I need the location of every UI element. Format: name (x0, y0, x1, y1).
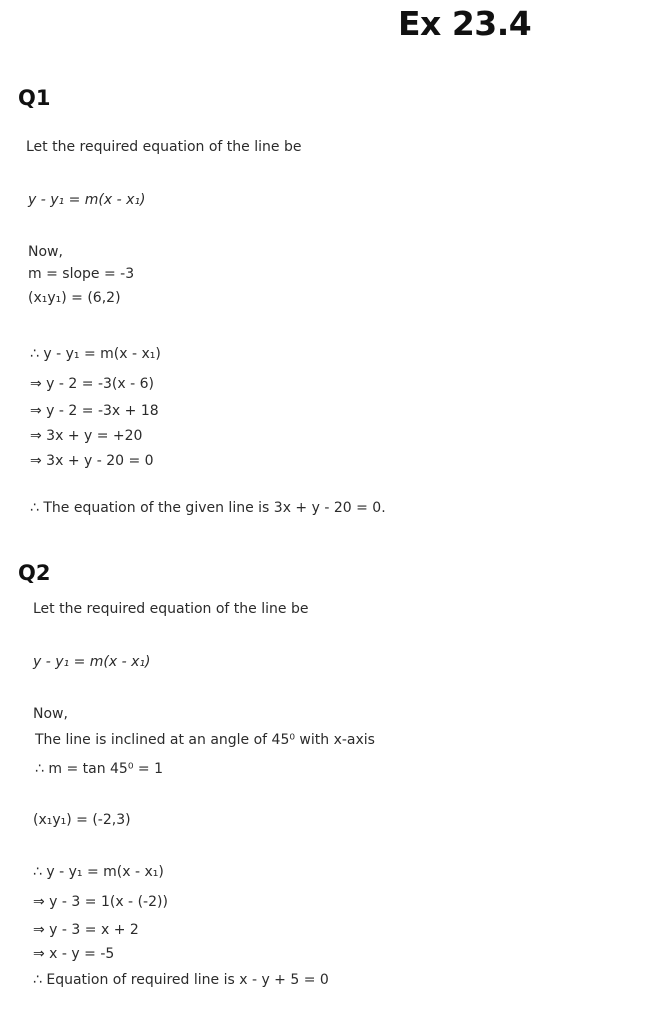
q2-line-5: ∴ m = tan 45⁰ = 1 (35, 761, 163, 777)
q2-line-6: (x₁y₁) = (-2,3) (33, 812, 131, 828)
q2-line-8: ⇒ y - 3 = 1(x - (-2)) (33, 894, 168, 910)
q2-line-4: The line is inclined at an angle of 45⁰ with x-axis (35, 732, 375, 748)
q1-line-9: ⇒ 3x + y = +20 (30, 428, 143, 444)
q1-line-1: Let the required equation of the line be (26, 139, 302, 155)
q1-line-6: ∴ y - y₁ = m(x - x₁) (30, 346, 161, 362)
q1-line-3: Now, (28, 244, 63, 260)
q1-line-7: ⇒ y - 2 = -3(x - 6) (30, 376, 154, 392)
q1-line-10: ⇒ 3x + y - 20 = 0 (30, 453, 154, 469)
q2-line-11: ∴ Equation of required line is x - y + 5 = 0 (33, 972, 329, 988)
q2-line-9: ⇒ y - 3 = x + 2 (33, 922, 139, 938)
q2-line-10: ⇒ x - y = -5 (33, 946, 115, 962)
q2-line-3: Now, (33, 706, 68, 722)
q2-line-1: Let the required equation of the line be (33, 601, 309, 617)
q1-line-11: ∴ The equation of the given line is 3x + y - 20 = 0. (30, 500, 386, 516)
q1-line-8: ⇒ y - 2 = -3x + 18 (30, 403, 159, 419)
exercise-title: Ex 23.4 (398, 4, 532, 43)
question-1-heading: Q1 (18, 86, 51, 110)
question-2-heading: Q2 (18, 561, 51, 585)
q2-line-7: ∴ y - y₁ = m(x - x₁) (33, 864, 164, 880)
q1-line-4: m = slope = -3 (28, 266, 135, 282)
q1-line-2: y - y₁ = m(x - x₁) (28, 192, 146, 208)
q1-line-5: (x₁y₁) = (6,2) (28, 290, 121, 306)
q2-line-2: y - y₁ = m(x - x₁) (33, 654, 151, 670)
